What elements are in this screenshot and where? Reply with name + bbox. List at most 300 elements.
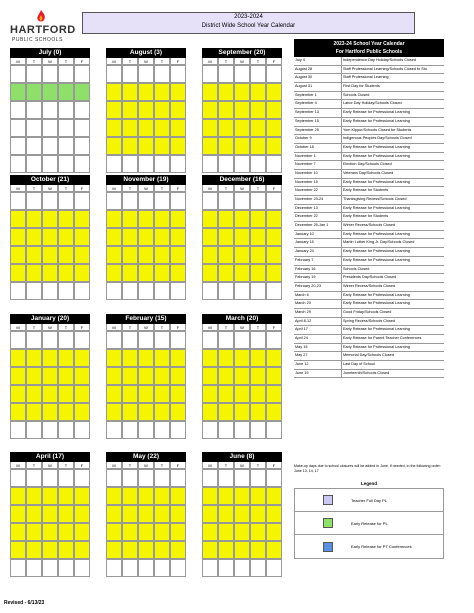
day-cell	[170, 192, 186, 210]
day-cell	[122, 541, 138, 559]
day-cell	[218, 282, 234, 300]
day-cell	[10, 469, 26, 487]
event-date: December 22	[294, 213, 342, 221]
day-cell	[138, 155, 154, 173]
day-cell	[234, 155, 250, 173]
day-cell	[58, 421, 74, 439]
event-date: February 20-23	[294, 283, 342, 291]
event-row	[294, 135, 444, 144]
day-cell	[10, 101, 26, 119]
day-cell	[170, 246, 186, 264]
month-block	[10, 175, 90, 300]
day-cell	[234, 137, 250, 155]
event-date: May 15	[294, 344, 342, 352]
day-cell	[154, 349, 170, 367]
event-text: Indigenous Peoples Day/Schools Closed	[343, 136, 412, 141]
day-cell	[202, 349, 218, 367]
day-cell	[266, 282, 282, 300]
legend	[294, 488, 444, 559]
day-cell	[10, 487, 26, 505]
day-cell	[154, 367, 170, 385]
day-cell	[202, 210, 218, 228]
day-cell	[106, 469, 122, 487]
day-cell	[26, 523, 42, 541]
day-cell	[26, 119, 42, 137]
day-cell	[10, 403, 26, 421]
day-cell	[42, 119, 58, 137]
day-cell	[26, 210, 42, 228]
event-row	[294, 335, 444, 344]
event-text: Early Release for Professional Learning	[343, 301, 410, 306]
day-cell	[74, 421, 90, 439]
day-cell	[234, 192, 250, 210]
day-cell	[266, 65, 282, 83]
day-cell	[122, 349, 138, 367]
legend-label: Early Release for PL	[351, 520, 388, 526]
weekday-label: W	[42, 185, 58, 192]
day-cell	[250, 282, 266, 300]
day-cell	[122, 367, 138, 385]
day-cell	[58, 487, 74, 505]
day-cell	[58, 505, 74, 523]
day-cell	[74, 101, 90, 119]
day-cell	[42, 264, 58, 282]
event-text: Spring Recess/Schools Closed	[343, 318, 396, 323]
day-cell	[202, 65, 218, 83]
day-cell	[250, 403, 266, 421]
weekday-label: T	[154, 324, 170, 331]
day-cell	[106, 65, 122, 83]
weekday-row	[10, 58, 90, 65]
day-cell	[170, 385, 186, 403]
event-row	[294, 196, 444, 205]
day-cell	[250, 264, 266, 282]
month-block	[106, 175, 186, 300]
day-cell	[42, 83, 58, 101]
day-cell	[218, 101, 234, 119]
logo-subtitle: PUBLIC SCHOOLS	[12, 37, 63, 43]
event-text: Staff Professional Learning	[343, 75, 389, 80]
day-cell	[250, 155, 266, 173]
event-date: April 8-12	[294, 318, 342, 326]
day-cell	[234, 541, 250, 559]
day-cell	[26, 487, 42, 505]
day-cell	[138, 137, 154, 155]
day-cell	[10, 523, 26, 541]
day-cell	[10, 192, 26, 210]
day-cell	[266, 83, 282, 101]
day-cell	[250, 541, 266, 559]
day-cell	[10, 349, 26, 367]
day-cell	[58, 469, 74, 487]
event-row	[294, 257, 444, 266]
day-cell	[58, 65, 74, 83]
makeup-note: Make-up days due to school closures will be added in June, if needed, in the following order: June 13, 14, 17	[294, 464, 441, 473]
day-cell	[218, 403, 234, 421]
day-cell	[106, 246, 122, 264]
day-cell	[170, 559, 186, 577]
day-cell	[234, 83, 250, 101]
day-cell	[58, 282, 74, 300]
day-cell	[42, 228, 58, 246]
calendar-title	[82, 12, 415, 34]
day-cell	[74, 228, 90, 246]
day-cell	[138, 65, 154, 83]
day-cell	[154, 541, 170, 559]
day-cell	[58, 137, 74, 155]
event-row	[294, 92, 444, 101]
weekday-label: M	[10, 185, 26, 192]
day-cell	[122, 228, 138, 246]
day-cell	[74, 192, 90, 210]
day-cell	[74, 264, 90, 282]
day-cell	[250, 228, 266, 246]
weekday-label: T	[250, 58, 266, 65]
weekday-label: T	[122, 324, 138, 331]
day-cell	[202, 559, 218, 577]
day-cell	[202, 331, 218, 349]
day-cell	[138, 523, 154, 541]
day-cell	[138, 210, 154, 228]
day-cell	[170, 421, 186, 439]
weekday-row	[202, 58, 282, 65]
day-cell	[234, 523, 250, 541]
day-cell	[26, 541, 42, 559]
weekday-label: M	[202, 58, 218, 65]
day-grid	[106, 331, 186, 439]
day-cell	[122, 210, 138, 228]
event-text: Thanksgiving Recess/Schools Closed	[343, 197, 407, 201]
day-cell	[26, 403, 42, 421]
day-cell	[106, 523, 122, 541]
event-row	[294, 309, 444, 318]
day-cell	[250, 83, 266, 101]
month-header: April (17)	[10, 452, 90, 462]
day-cell	[154, 83, 170, 101]
weekday-label: T	[154, 462, 170, 469]
day-cell	[202, 469, 218, 487]
day-cell	[138, 487, 154, 505]
day-cell	[154, 559, 170, 577]
event-date: August 28	[294, 66, 342, 74]
day-cell	[250, 367, 266, 385]
day-cell	[74, 119, 90, 137]
day-cell	[74, 83, 90, 101]
day-cell	[10, 282, 26, 300]
day-cell	[74, 487, 90, 505]
month-header: May (22)	[106, 452, 186, 462]
event-text: Last Day of School	[343, 362, 375, 367]
event-date: September 13	[294, 109, 342, 117]
weekday-label: M	[10, 324, 26, 331]
day-cell	[122, 559, 138, 577]
day-cell	[26, 65, 42, 83]
weekday-label: W	[42, 324, 58, 331]
weekday-label: M	[202, 462, 218, 469]
day-cell	[58, 83, 74, 101]
day-cell	[154, 282, 170, 300]
day-cell	[106, 192, 122, 210]
event-text: Election Day/Schools Closed	[343, 162, 392, 167]
event-date: November 22	[294, 187, 342, 195]
event-row	[294, 213, 444, 222]
event-date: October 9	[294, 135, 342, 143]
event-row	[294, 66, 444, 75]
day-cell	[218, 83, 234, 101]
weekday-label: T	[122, 462, 138, 469]
day-cell	[250, 559, 266, 577]
legend-label: Teacher Full Day PL	[351, 497, 388, 503]
day-cell	[26, 385, 42, 403]
day-cell	[58, 349, 74, 367]
weekday-row	[106, 462, 186, 469]
day-cell	[266, 137, 282, 155]
day-cell	[106, 403, 122, 421]
day-cell	[26, 282, 42, 300]
event-row	[294, 370, 444, 379]
day-cell	[170, 541, 186, 559]
event-text: Winter Recess/Schools Closed	[343, 283, 396, 288]
day-cell	[202, 487, 218, 505]
day-cell	[138, 331, 154, 349]
day-cell	[250, 119, 266, 137]
day-cell	[26, 101, 42, 119]
day-grid	[202, 192, 282, 300]
weekday-label: T	[58, 324, 74, 331]
event-date: November 15	[294, 179, 342, 187]
day-cell	[138, 282, 154, 300]
day-cell	[266, 192, 282, 210]
day-cell	[234, 210, 250, 228]
event-date: May 27	[294, 352, 342, 360]
day-cell	[122, 155, 138, 173]
weekday-label: F	[266, 462, 282, 469]
day-cell	[106, 367, 122, 385]
weekday-label: T	[250, 324, 266, 331]
weekday-row	[202, 185, 282, 192]
day-cell	[106, 119, 122, 137]
month-header: July (0)	[10, 48, 90, 58]
day-cell	[74, 523, 90, 541]
day-cell	[42, 331, 58, 349]
day-cell	[106, 487, 122, 505]
event-text: Labor Day Holiday/Schools Closed	[343, 101, 402, 106]
day-grid	[202, 331, 282, 439]
day-cell	[138, 403, 154, 421]
day-cell	[42, 349, 58, 367]
month-header: December (16)	[202, 175, 282, 185]
revised-date: Revised - 6/13/23	[4, 600, 45, 606]
event-text: Martin Luther King Jr. Day/Schools Closed	[343, 240, 415, 245]
day-cell	[42, 469, 58, 487]
day-cell	[250, 192, 266, 210]
day-cell	[10, 119, 26, 137]
event-row	[294, 109, 444, 118]
day-cell	[10, 421, 26, 439]
weekday-label: T	[218, 324, 234, 331]
event-row	[294, 187, 444, 196]
weekday-label: T	[122, 185, 138, 192]
day-cell	[42, 155, 58, 173]
day-cell	[250, 505, 266, 523]
day-cell	[10, 559, 26, 577]
weekday-label: W	[42, 462, 58, 469]
day-cell	[122, 65, 138, 83]
month-block	[202, 48, 282, 173]
month-block	[202, 175, 282, 300]
day-cell	[250, 137, 266, 155]
day-cell	[138, 192, 154, 210]
day-cell	[122, 331, 138, 349]
day-cell	[10, 331, 26, 349]
event-date: April 24	[294, 335, 342, 343]
day-grid	[106, 192, 186, 300]
legend-label: Early Release for PT Conferences	[351, 544, 412, 549]
day-cell	[26, 421, 42, 439]
event-text: Yom Kippur/Schools Closed for Students	[343, 127, 412, 132]
day-cell	[266, 541, 282, 559]
day-cell	[10, 385, 26, 403]
weekday-label: F	[74, 324, 90, 331]
day-cell	[138, 421, 154, 439]
legend-item	[295, 489, 443, 512]
event-text: Juneteenth/Schools Closed	[343, 370, 390, 375]
event-date: September 25	[294, 127, 342, 135]
legend-item	[295, 535, 443, 558]
weekday-label: T	[154, 185, 170, 192]
event-row	[294, 239, 444, 248]
event-date: December 25-Jan 1	[294, 222, 342, 230]
day-cell	[26, 331, 42, 349]
weekday-label: F	[170, 462, 186, 469]
day-cell	[138, 228, 154, 246]
day-cell	[122, 469, 138, 487]
day-cell	[266, 119, 282, 137]
flame-icon	[34, 10, 48, 24]
day-cell	[106, 83, 122, 101]
event-row	[294, 127, 444, 136]
day-cell	[170, 65, 186, 83]
day-cell	[250, 210, 266, 228]
day-cell	[154, 421, 170, 439]
event-text: Early Release for Professional Learning	[343, 292, 410, 297]
day-cell	[122, 385, 138, 403]
event-date: November 23-24	[294, 196, 342, 204]
day-cell	[170, 228, 186, 246]
event-date: February 19	[294, 274, 342, 282]
day-cell	[10, 264, 26, 282]
day-cell	[122, 487, 138, 505]
day-cell	[234, 505, 250, 523]
event-row	[294, 361, 444, 370]
day-cell	[154, 331, 170, 349]
weekday-label: F	[74, 462, 90, 469]
day-cell	[266, 349, 282, 367]
day-cell	[42, 523, 58, 541]
day-cell	[250, 421, 266, 439]
day-cell	[170, 101, 186, 119]
weekday-label: T	[218, 58, 234, 65]
day-cell	[202, 228, 218, 246]
day-cell	[154, 385, 170, 403]
weekday-row	[202, 462, 282, 469]
weekday-row	[106, 185, 186, 192]
day-cell	[42, 541, 58, 559]
event-row	[294, 231, 444, 240]
weekday-label: F	[266, 324, 282, 331]
day-cell	[106, 228, 122, 246]
day-cell	[202, 367, 218, 385]
weekday-label: T	[250, 185, 266, 192]
event-date: March 20	[294, 300, 342, 308]
day-cell	[106, 421, 122, 439]
day-cell	[202, 192, 218, 210]
day-cell	[170, 137, 186, 155]
day-cell	[74, 331, 90, 349]
day-grid	[202, 65, 282, 173]
day-cell	[138, 349, 154, 367]
event-date: November 1	[294, 153, 342, 161]
day-cell	[26, 469, 42, 487]
day-cell	[106, 210, 122, 228]
month-block	[106, 314, 186, 439]
event-row	[294, 118, 444, 127]
day-cell	[10, 541, 26, 559]
day-cell	[154, 469, 170, 487]
day-cell	[74, 65, 90, 83]
day-cell	[218, 541, 234, 559]
event-text: Presidents Day/Schools Closed	[343, 275, 397, 280]
day-cell	[234, 101, 250, 119]
day-grid	[106, 469, 186, 577]
weekday-label: T	[218, 185, 234, 192]
day-cell	[138, 119, 154, 137]
month-header: September (20)	[202, 48, 282, 58]
event-date: November 7	[294, 161, 342, 169]
weekday-label: T	[122, 58, 138, 65]
day-cell	[138, 367, 154, 385]
day-cell	[170, 155, 186, 173]
day-cell	[42, 192, 58, 210]
day-cell	[10, 367, 26, 385]
day-cell	[154, 487, 170, 505]
weekday-label: T	[218, 462, 234, 469]
day-cell	[234, 119, 250, 137]
weekday-row	[202, 324, 282, 331]
weekday-label: W	[234, 462, 250, 469]
event-row	[294, 170, 444, 179]
day-cell	[138, 83, 154, 101]
event-row	[294, 248, 444, 257]
event-text: Veterans Day/Schools Closed	[343, 170, 394, 175]
weekday-label: T	[250, 462, 266, 469]
event-text: Early Release for Professional Learning	[343, 110, 410, 115]
day-cell	[218, 349, 234, 367]
day-cell	[218, 119, 234, 137]
event-row	[294, 161, 444, 170]
day-cell	[234, 228, 250, 246]
day-cell	[218, 487, 234, 505]
event-text: Early Release for Students	[343, 188, 389, 193]
day-cell	[234, 403, 250, 421]
weekday-label: T	[26, 58, 42, 65]
day-cell	[170, 487, 186, 505]
day-cell	[122, 137, 138, 155]
day-cell	[42, 282, 58, 300]
event-text: Early Release for Professional Learning	[343, 249, 410, 254]
event-row	[294, 205, 444, 214]
day-cell	[266, 559, 282, 577]
